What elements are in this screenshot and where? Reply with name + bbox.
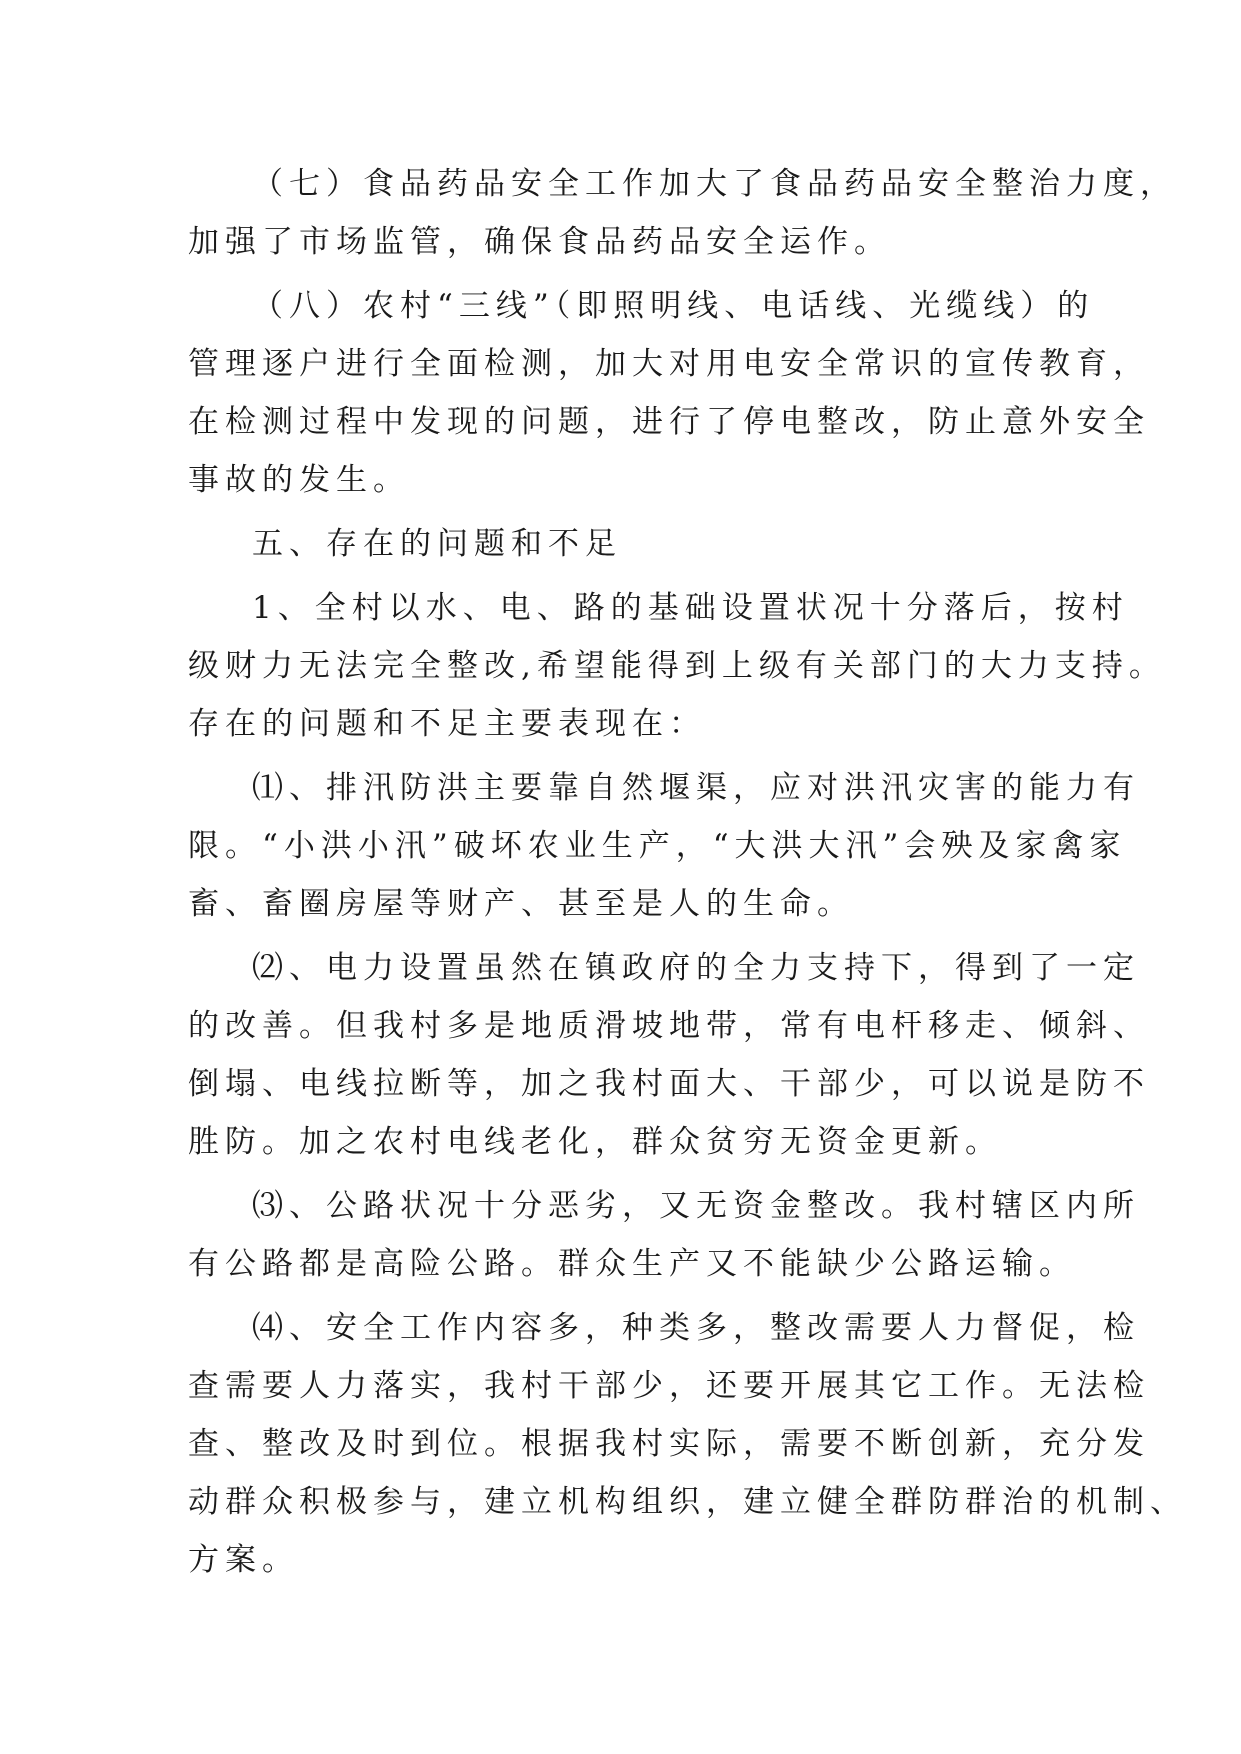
text-line: 级财力无法完全整改,希望能得到上级有关部门的大力支持。: [188, 648, 1166, 684]
list-item-electric-power: [188, 939, 1150, 1171]
paragraph-infrastructure: [188, 579, 1166, 753]
text-line: 查需要人力落实，我村干部少，还要开展其它工作。无法检: [188, 1368, 1150, 1404]
text-line: 倒塌、电线拉断等，加之我村面大、干部少，可以说是防不: [188, 1066, 1150, 1102]
text-line: 加强了市场监管，确保食品药品安全运作。: [188, 224, 891, 260]
document-body: [188, 155, 1187, 1589]
text-line: ⑵、电力设置虽然在镇政府的全力支持下，得到了一定: [252, 950, 1140, 986]
section-heading-problems: [188, 515, 1088, 573]
text-line: 1、全村以水、电、路的基础设置状况十分落后，按村: [252, 590, 1129, 626]
text-line: 限。“小洪小汛”破坏农业生产，“大洪大汛”会殃及家禽家: [188, 828, 1127, 864]
text-line: （七）食品药品安全工作加大了食品药品安全整治力度，: [252, 166, 1177, 202]
text-line: 在检测过程中发现的问题，进行了停电整改，防止意外安全: [188, 404, 1150, 440]
text-line: ⑴、排汛防洪主要靠自然堰渠，应对洪汛灾害的能力有: [252, 770, 1140, 806]
text-line: 的改善。但我村多是地质滑坡地带，常有电杆移走、倾斜、: [188, 1008, 1150, 1044]
text-line: 胜防。加之农村电线老化，群众贫穷无资金更新。: [188, 1124, 1002, 1160]
text-line: 事故的发生。: [188, 462, 410, 498]
text-line: ⑶、公路状况十分恶劣，又无资金整改。我村辖区内所: [252, 1188, 1140, 1224]
paragraph-food-drug-safety: [188, 155, 1177, 271]
text-line: 畜、畜圈房屋等财产、甚至是人的生命。: [188, 886, 854, 922]
text-line: 有公路都是高险公路。群众生产又不能缺少公路运输。: [188, 1246, 1076, 1282]
text-line: 管理逐户进行全面检测，加大对用电安全常识的宣传教育，: [188, 346, 1150, 382]
text-line: （八）农村“三线”（即照明线、电话线、光缆线）的: [252, 288, 1095, 324]
text-line: ⑷、安全工作内容多，种类多，整改需要人力督促，检: [252, 1310, 1140, 1346]
list-item-safety-work: [188, 1299, 1187, 1589]
text-line: 方案。: [188, 1542, 299, 1578]
list-item-flood-control: [188, 759, 1140, 933]
text-line: 查、整改及时到位。根据我村实际，需要不断创新，充分发: [188, 1426, 1150, 1462]
text-line: 存在的问题和不足主要表现在：: [188, 706, 706, 742]
list-item-road-conditions: [188, 1177, 1140, 1293]
heading-line: 五、存在的问题和不足: [252, 526, 622, 562]
text-line: 动群众积极参与，建立机构组织，建立健全群防群治的机制、: [188, 1484, 1187, 1520]
paragraph-rural-three-lines: [188, 277, 1150, 509]
